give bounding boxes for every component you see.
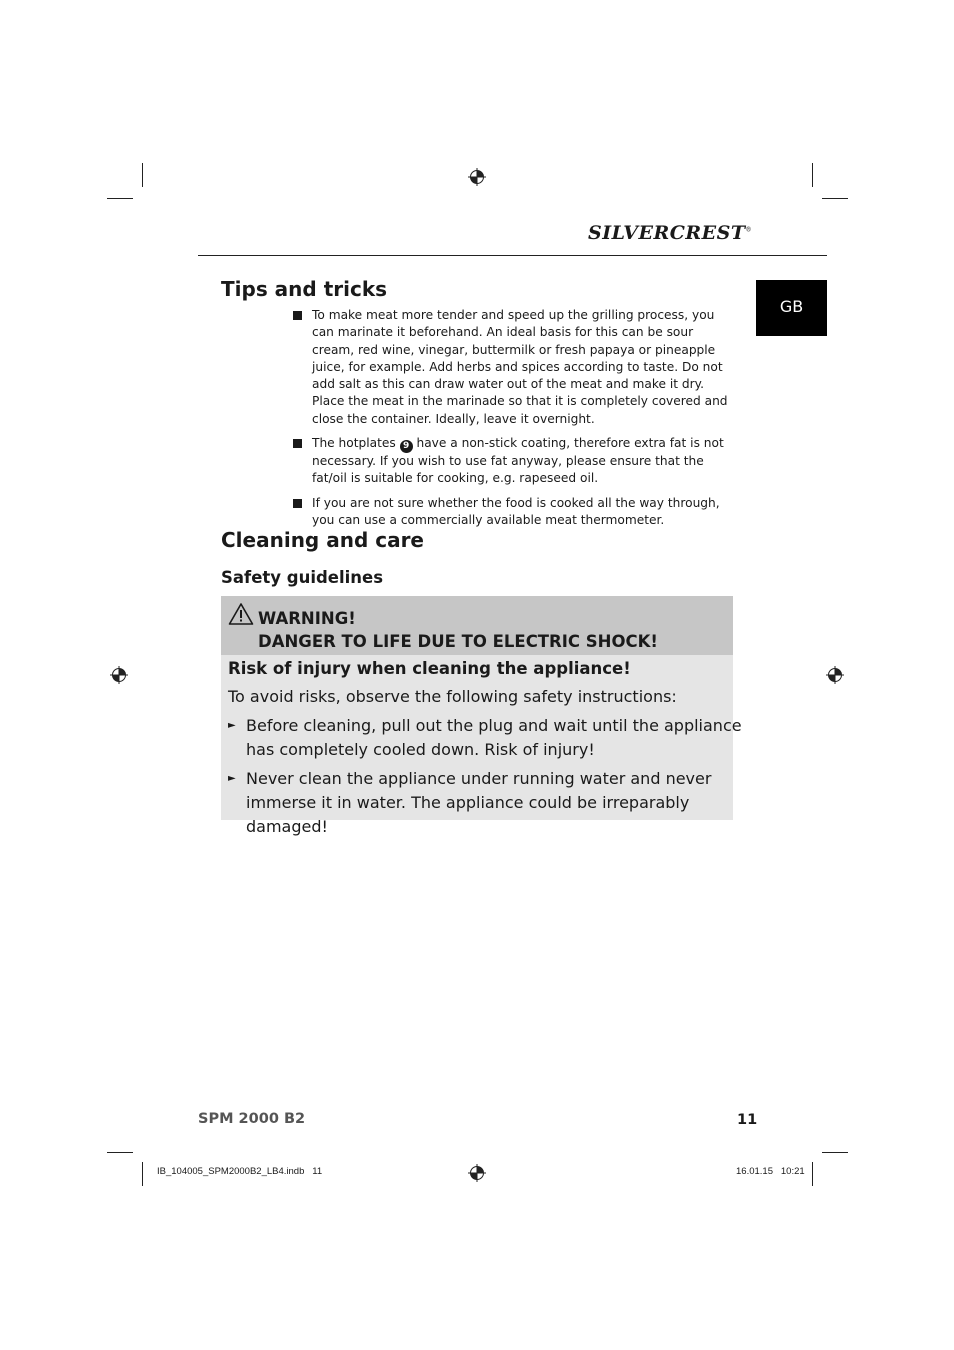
- risk-heading: Risk of injury when cleaning the appliance!: [228, 659, 631, 678]
- crop-mark: [822, 1152, 848, 1153]
- instruction-text: Before cleaning, pull out the plug and wait until the appliance has completely cooled down. Risk of injury!: [246, 716, 742, 759]
- warning-title: [258, 607, 658, 653]
- warning-box: [221, 596, 742, 836]
- registration-mark-icon: [468, 168, 486, 186]
- arrow-bullet-icon: ►: [228, 773, 236, 784]
- brand-registered-mark: ®: [745, 226, 752, 234]
- cleaning-section-title: Cleaning and care: [221, 528, 424, 552]
- list-item: [293, 495, 733, 530]
- part-number-badge: 9: [400, 440, 413, 453]
- warning-label: WARNING!: [258, 609, 356, 628]
- crop-mark: [107, 198, 133, 199]
- language-tab: GB: [756, 280, 827, 336]
- crop-mark: [822, 198, 848, 199]
- instruction-text: Never clean the appliance under running water and never immerse it in water. The appliance could be irreparably damaged!: [246, 769, 712, 836]
- tip-text: To make meat more tender and speed up the grilling process, you can marinate it beforehand. An ideal basis for this can be sour cream, red wine, vinegar, buttermilk or fresh papaya or pineapple juice, for example. Add herbs and spices according to taste. Do not add salt as this can draw water out of the meat and make it dry. Place the meat in the marinade so that it is completely covered and close the container. Ideally, leave it overnight.: [312, 308, 728, 426]
- square-bullet-icon: [293, 439, 302, 448]
- tip-text: If you are not sure whether the food is cooked all the way through, you can use a commercially available meat thermometer.: [312, 495, 720, 527]
- tips-list: [293, 307, 733, 536]
- warning-header: [221, 596, 733, 655]
- print-slug-file: IB_104005_SPM2000B2_LB4.indb 11: [157, 1166, 323, 1177]
- arrow-bullet-icon: ►: [228, 720, 236, 731]
- crop-mark: [812, 1162, 813, 1186]
- list-item: [228, 714, 742, 762]
- brand-name: SILVERCREST: [588, 222, 746, 244]
- header-rule: [198, 255, 827, 256]
- list-item: [293, 307, 733, 428]
- crop-mark: [107, 1152, 133, 1153]
- warning-triangle-icon: [228, 602, 254, 626]
- crop-mark: [142, 1162, 143, 1186]
- model-number: SPM 2000 B2: [198, 1111, 306, 1127]
- registration-mark-icon: [110, 666, 128, 684]
- tip-text: The hotplates: [312, 436, 396, 451]
- list-item: [293, 435, 733, 488]
- warning-intro: To avoid risks, observe the following safety instructions:: [228, 687, 677, 706]
- square-bullet-icon: [293, 499, 302, 508]
- crop-mark: [812, 163, 813, 187]
- square-bullet-icon: [293, 311, 302, 320]
- tips-section-title: Tips and tricks: [221, 277, 388, 301]
- print-slug-date: 16.01.15 10:21: [736, 1166, 805, 1177]
- crop-mark: [142, 163, 143, 187]
- registration-mark-icon: [826, 666, 844, 684]
- brand-logo: [588, 222, 752, 244]
- registration-mark-icon: [468, 1164, 486, 1182]
- list-item: [228, 767, 742, 839]
- danger-label: DANGER TO LIFE DUE TO ELECTRIC SHOCK!: [258, 632, 658, 651]
- tip-text: have a non-stick coating, therefore extra fat is not necessary. If you wish to use fat anyway, please ensure that the fat/oil is suitable for cooking, e.g. rapeseed oil.: [312, 436, 724, 486]
- page-number: 11: [737, 1112, 758, 1128]
- safety-guidelines-heading: Safety guidelines: [221, 568, 384, 587]
